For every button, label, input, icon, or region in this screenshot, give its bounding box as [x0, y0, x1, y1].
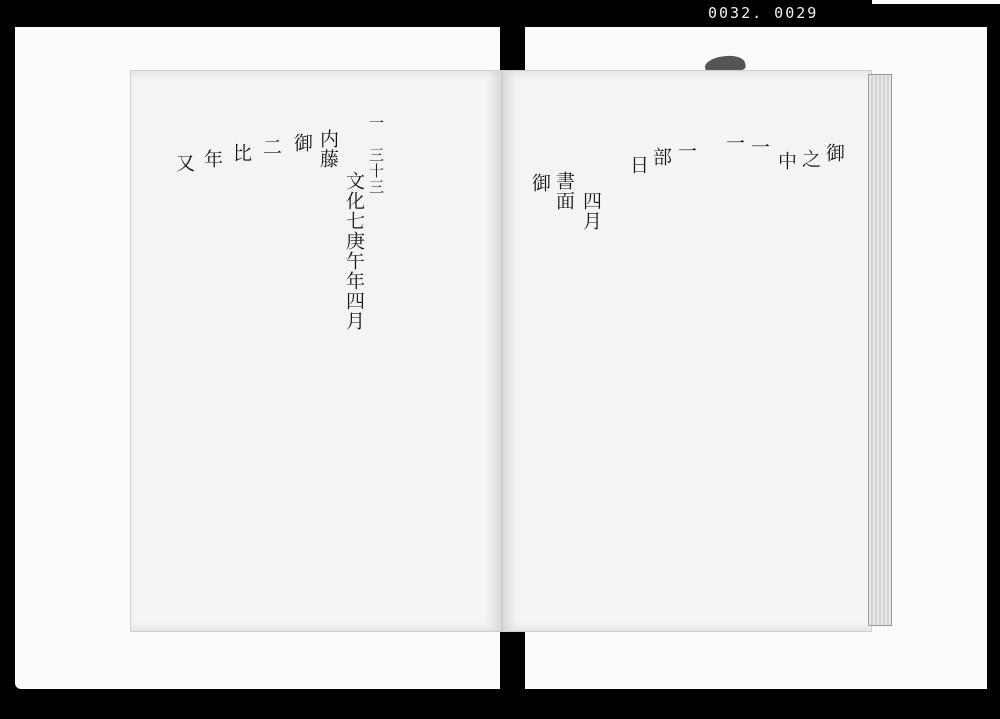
left-column-5: 二 — [260, 137, 282, 157]
right-column-8: 日 — [627, 155, 649, 175]
right-column-7: 部 — [650, 147, 672, 167]
right-column-4: 一 — [748, 137, 770, 157]
left-column-8: 又 — [173, 153, 195, 173]
left-column-1: 一 三十三 — [367, 115, 385, 195]
right-column-3: 中 — [775, 151, 797, 171]
frame-id-label: 0032. 0029 — [708, 4, 819, 22]
left-column-3: 内藤 — [317, 129, 339, 169]
left-page — [130, 70, 502, 632]
left-column-2: 文化七庚午年四月 — [343, 171, 365, 331]
right-page — [502, 70, 872, 632]
right-column-10: 書面 — [553, 171, 575, 211]
left-column-6: 比 — [230, 143, 252, 163]
left-column-7: 年 — [201, 149, 223, 169]
open-book — [130, 70, 895, 635]
right-column-11: 御 — [529, 173, 551, 193]
left-column-4: 御 — [291, 133, 313, 153]
right-column-6: 一 — [675, 141, 697, 161]
edge-tab — [872, 0, 1000, 4]
right-column-1: 御 — [823, 143, 845, 163]
right-column-9: 四月 — [580, 191, 602, 231]
right-column-2: 之 — [799, 149, 821, 169]
page-edges — [868, 74, 892, 626]
right-column-5: 一 — [723, 133, 745, 153]
